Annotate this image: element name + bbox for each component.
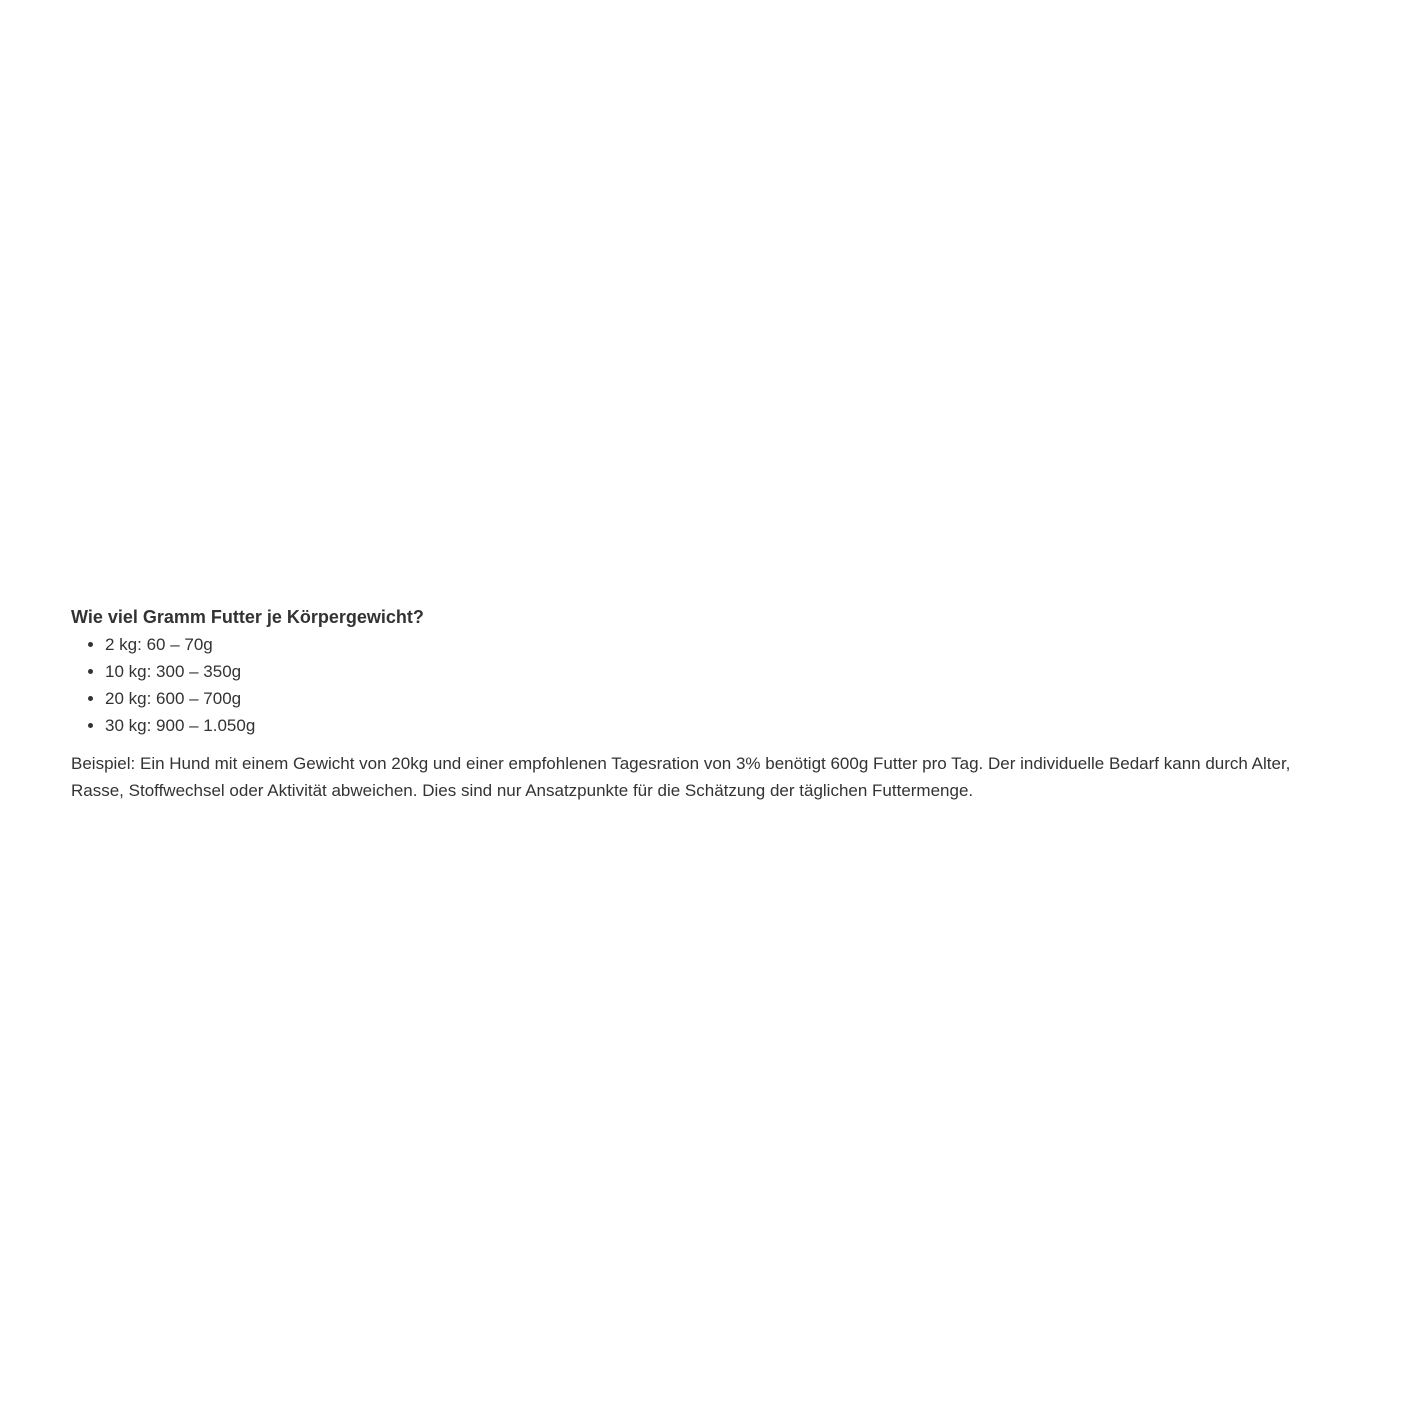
weight-list-item: • 20 kg: 600 – 700g xyxy=(105,685,1348,712)
section-heading: Wie viel Gramm Futter je Körpergewicht? xyxy=(71,607,424,627)
article-content xyxy=(71,604,1348,804)
weight-list-item: • 2 kg: 60 – 70g xyxy=(105,631,1348,658)
weight-list-item: • 10 kg: 300 – 350g xyxy=(105,658,1348,685)
weight-list-item: • 30 kg: 900 – 1.050g xyxy=(105,712,1348,739)
weight-list xyxy=(71,631,1348,739)
example-paragraph: Beispiel: Ein Hund mit einem Gewicht von 20kg und einer empfohlenen Tagesration von 3% benötigt 600g Futter pro Tag. Der individuelle Bedarf kann durch Alter, Rasse, Stoffwechsel oder Aktivität abweichen. Dies sind nur Ansatzpunkte für die Schätzung der täglichen Futtermenge. xyxy=(71,754,1291,800)
